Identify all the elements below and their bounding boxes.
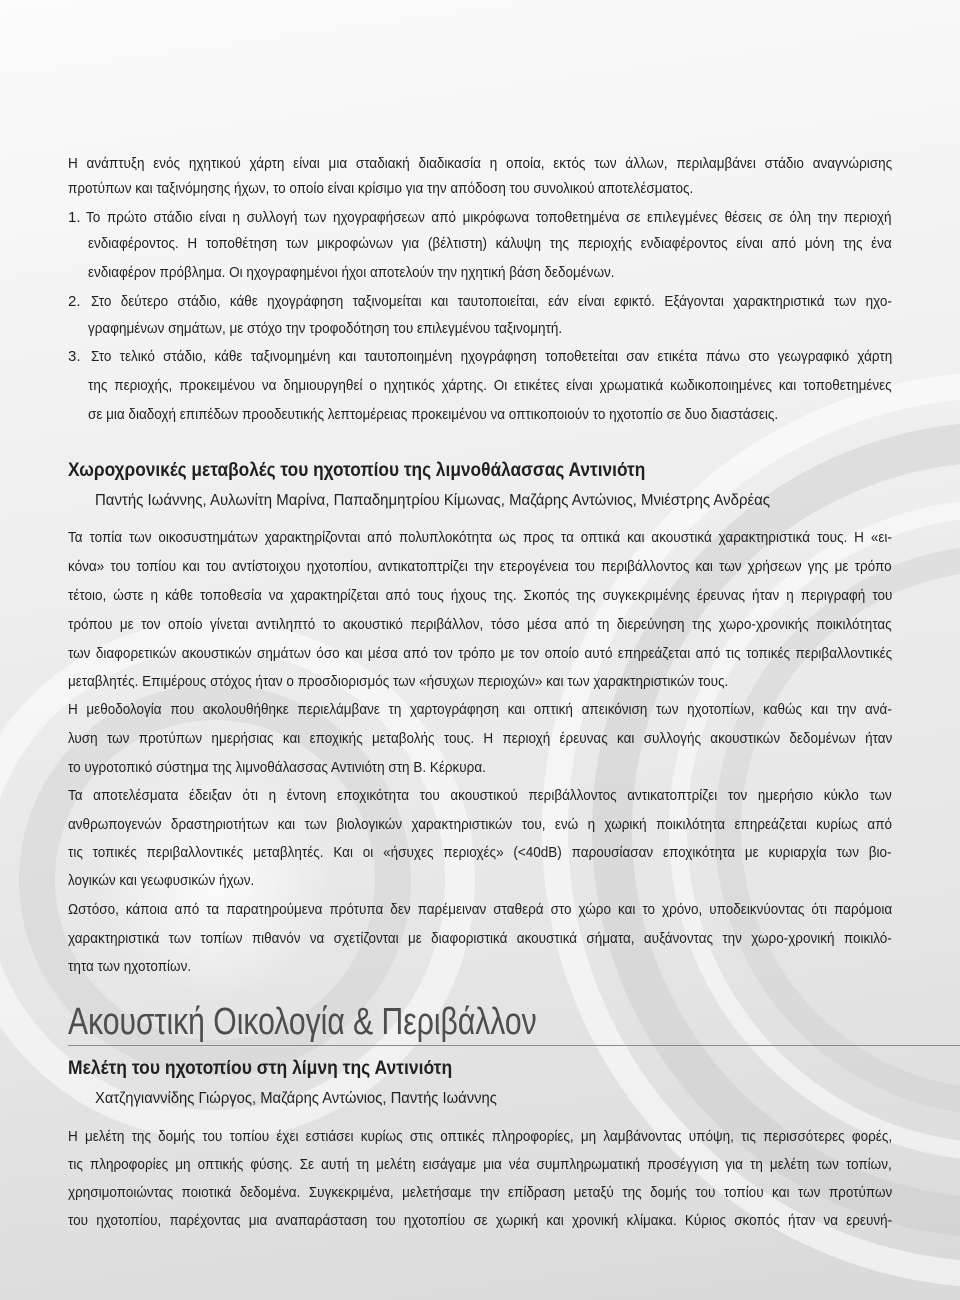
article-body-line: ανθρωπογενών δραστηριοτήτων και των βιολογικών χαρακτηριστικών του, ενώ η χωρική ποικιλότητα επηρεάζεται κυρίως από [68,816,893,833]
article-body-line: λυση των προτύπων ημερήσιας και εποχικής μεταβολής τους. Η περιοχή έρευνας και συλλογής ακουστικών δεδομένων ήταν [68,730,893,747]
step-number: 1. [68,209,81,226]
article-body-line: κόνα» του τοπίου και του αντίστοιχου ηχοτοπίου, αντικατοπτρίζει την ετερογένεια του περιβάλλοντος και των χρήσεων γης με τρόπο [68,558,892,575]
step-number: 2. [68,293,81,310]
article-body-line: τητα των ηχοτοπίων. [68,958,192,975]
article-body-line: Η μεθοδολογία που ακολουθήθηκε περιελάμβανε τη χαρτογράφηση και οπτική απεικόνιση των ηχοτοπίων, καθώς και την ανά- [68,701,892,718]
step-line: της περιοχής, προκειμένου να δημιουργηθεί ο ηχητικός χάρτης. Οι ετικέτες είναι χρωματικά κωδικοποιημένες και τοποθετημένες [88,377,892,394]
section-title: Ακουστική Οικολογία & Περιβάλλον [68,1001,537,1043]
step-line: γραφημένων σημάτων, με στόχο την τροφοδότηση του επιλεγμένου ταξινομητή. [88,320,563,337]
article-title: Χωροχρονικές μεταβολές του ηχοτοπίου της λιμνοθάλασσας Αντινιότη [68,460,646,481]
article-authors: Χατζηγιαννίδης Γιώργος, Μαζάρης Αντώνιος, Παντής Ιωάννης [95,1090,497,1107]
section-divider [68,1045,960,1046]
article-body-line: Ωστόσο, κάποια από τα παρατηρούμενα πρότυπα δεν παρέμειναν σταθερά στο χώρο και το χρόνο, υποδεικνύοντας ότι παρόμοια [68,901,893,918]
step-line: Το πρώτο στάδιο είναι η συλλογή των ηχογραφήσεων από μικρόφωνα τοποθετημένα σε επιλεγμένες θέσεις σε όλη την περιοχή [86,209,892,226]
step-line: ενδιαφέρον πρόβλημα. Οι ηχογραφημένοι ήχοι αποτελούν την ηχητική βάση δεδομένων. [88,264,615,281]
step-number: 3. [68,348,81,365]
article-body-line: χαρακτηριστικά των τοπίων πιθανόν να σχετίζονται με διαφοριστικά ακουστικά σήματα, αυξάνοντας την χωρο-χρονική ποικιλό- [68,930,892,947]
article-title: Μελέτη του ηχοτοπίου στη λίμνη της Αντινιότη [68,1058,453,1079]
article-body-line: τρόπου με τον οποίο γίνεται αντιληπτό το ακουστικό περιβάλλον, τόσο μέσα από τη διερεύνηση της χωρο-χρονικής ποικιλότητας [68,616,892,633]
article-body-line: Τα τοπία των οικοσυστημάτων χαρακτηρίζονται από πολυπλοκότητα ως προς τα οπτικά και ακουστικά χαρακτηριστικά τους. Η «ει- [68,529,892,546]
step-line: Στο τελικό στάδιο, κάθε ταξινομημένη και ταυτοποιημένη ηχογράφηση τοποθετείται σαν ετικέτα πάνω στο γεωγραφικό χάρτη [91,348,893,365]
article-body-line: τέτοιο, ώστε η κάθε τοποθεσία να χαρακτηρίζεται από τους ήχους της. Σκοπός της συγκεκριμένης έρευνας ήταν η περιγραφή του [68,587,893,604]
intro-line: Η ανάπτυξη ενός ηχητικού χάρτη είναι μια σταδιακή διαδικασία η οποία, εκτός των άλλων, περιλαμβάνει στάδιο αναγνώρισης [68,155,893,172]
article-body-line: τις πληροφορίες μη οπτικής φύσης. Σε αυτή τη μελέτη εισάγαμε μια νέα συμπληρωματική προσέγγιση για τη μελέτη των τοπίων, [68,1156,892,1173]
article-body-line: Η μελέτη της δομής του τοπίου έχει εστιάσει κυρίως στις οπτικές πληροφορίες, μη λαμβάνοντας υπόψη, τις περισσότερες φορές, [68,1128,893,1145]
intro-line: προτύπων και ταξινόμησης ήχων, το οποίο είναι κρίσιμο για την απόδοση του συνολικού αποτελέσματος. [68,180,694,197]
article-body-line: του ηχοτοπίου, παρέχοντας μια αναπαράσταση του ηχοτοπίου σε χωρική και χρονική κλίμακα. Κύριος σκοπός ήταν να ερευνή- [68,1212,893,1229]
article-authors: Παντής Ιωάννης, Αυλωνίτη Μαρίνα, Παπαδημητρίου Κίμωνας, Μαζάρης Αντώνιος, Μνιέστρης Ανδρέας [95,492,770,509]
article-body-line: μεταβλητές. Επιμέρους στόχος ήταν ο προσδιορισμός των «ήσυχων περιοχών» και των χαρακτηριστικών τους. [68,673,729,690]
article-body-line: λογικών και γεωφυσικών ήχων. [68,872,255,889]
article-body-line: τις τοπικές περιβαλλοντικές μεταβλητές. Και οι «ήσυχες περιοχές» (<40dB) παρουσίασαν εποχικότητα με κυριαρχία των βιο- [68,844,892,861]
article-body-line: χρησιμοποιώντας ποιοτικά δεδομένα. Συγκεκριμένα, μελετήσαμε την επίδραση μεταξύ της δομής του τοπίου και των προτύπων [68,1184,893,1201]
article-body-line: Τα αποτελέσματα έδειξαν ότι η έντονη εποχικότητα του ακουστικού περιβάλλοντος αντικατοπτρίζει τον ημερήσιο κύκλο των [68,787,892,804]
article-body-line: των διαφορετικών ακουστικών σημάτων όσο και μέσα από τον τρόπο με τον οποίο αυτό επηρεάζεται από τις τοπικές περιβαλλοντικές [68,645,893,662]
step-line: ενδιαφέροντος. Η τοποθέτηση των μικροφώνων για (βέλτιστη) κάλυψη της περιοχής ενδιαφέροντος είναι από μόνη της ένα [88,235,892,252]
step-line: Στο δεύτερο στάδιο, κάθε ηχογράφηση ταξινομείται και ταυτοποιείται, εάν είναι εφικτό. Εξάγονται χαρακτηριστικά των ηχο- [91,293,892,310]
step-line: σε μια διαδοχή επιπέδων προοδευτικής λεπτομέρειας προκειμένου να οπτικοποιούν το ηχοτοπίο σε δυο διαστάσεις. [88,406,779,423]
article-body-line: το υγροτοπικό σύστημα της λιμνοθάλασσας Αντινιότη στη Β. Κέρκυρα. [68,759,486,776]
